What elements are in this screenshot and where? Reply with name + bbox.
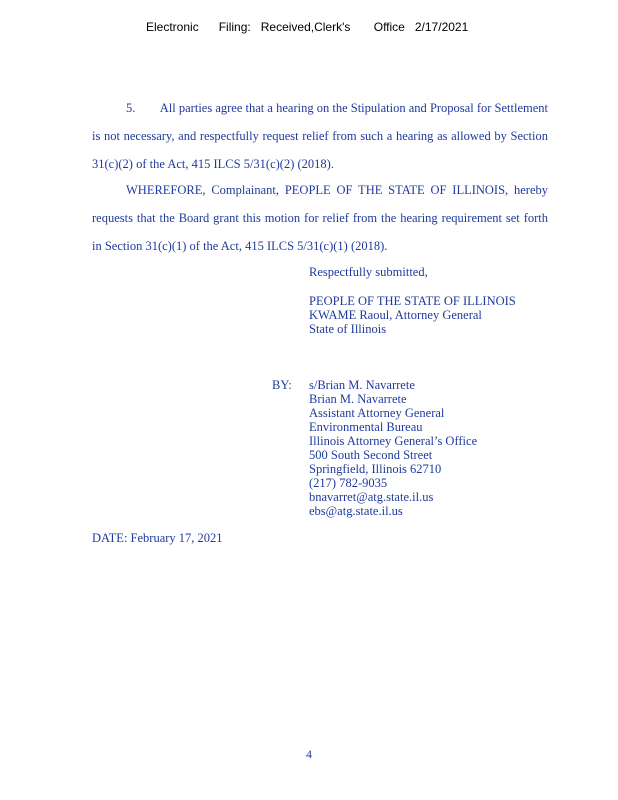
electronic-signature: s/Brian M. Navarrete	[309, 378, 415, 392]
header-date: 2/17/2021	[414, 20, 469, 34]
signature-closing: Respectfully submitted,	[309, 265, 428, 279]
party-block	[309, 294, 516, 336]
bureau-email: ebs@atg.state.il.us	[309, 504, 403, 518]
counsel-name: Brian M. Navarrete	[309, 392, 407, 406]
header-filing: Filing:	[218, 20, 251, 34]
counsel-bureau: Environmental Bureau	[309, 420, 423, 434]
date-line: DATE: February 17, 2021	[92, 531, 223, 545]
paragraph-5: 5. All parties agree that a hearing on the Stipulation and Proposal for Settlement is not necessary, and respectfully request relief from such a hearing as allowed by Section 31(c)(2) of the Act, 415 ILCS 5/31(c)(2) (2018).	[92, 101, 552, 171]
header-received: Received,Clerk's	[260, 20, 351, 34]
counsel-phone: (217) 782-9035	[309, 476, 388, 490]
attorney-general-line: KWAME Raoul, Attorney General	[309, 308, 482, 322]
header-label: Electronic	[146, 20, 199, 34]
counsel-email: bnavarret@atg.state.il.us	[309, 490, 434, 504]
state-line: State of Illinois	[309, 322, 387, 336]
counsel-block	[309, 378, 477, 518]
by-label: BY:	[272, 378, 292, 392]
party-name: PEOPLE OF THE STATE OF ILLINOIS	[309, 294, 516, 308]
counsel-city: Springfield, Illinois 62710	[309, 462, 442, 476]
counsel-title: Assistant Attorney General	[309, 406, 445, 420]
wherefore-paragraph: WHEREFORE, Complainant, PEOPLE OF THE STATE OF ILLINOIS, hereby requests that the Board grant this motion for relief from the hearing requirement set forth in Section 31(c)(1) of the Act, 415 ILCS 5/31(c)(1) (2018).	[92, 183, 548, 253]
counsel-street: 500 South Second Street	[309, 448, 433, 462]
electronic-filing-header	[146, 20, 468, 34]
header-office: Office	[373, 20, 405, 34]
counsel-office: Illinois Attorney General’s Office	[309, 434, 478, 448]
page-number: 4	[306, 747, 312, 761]
